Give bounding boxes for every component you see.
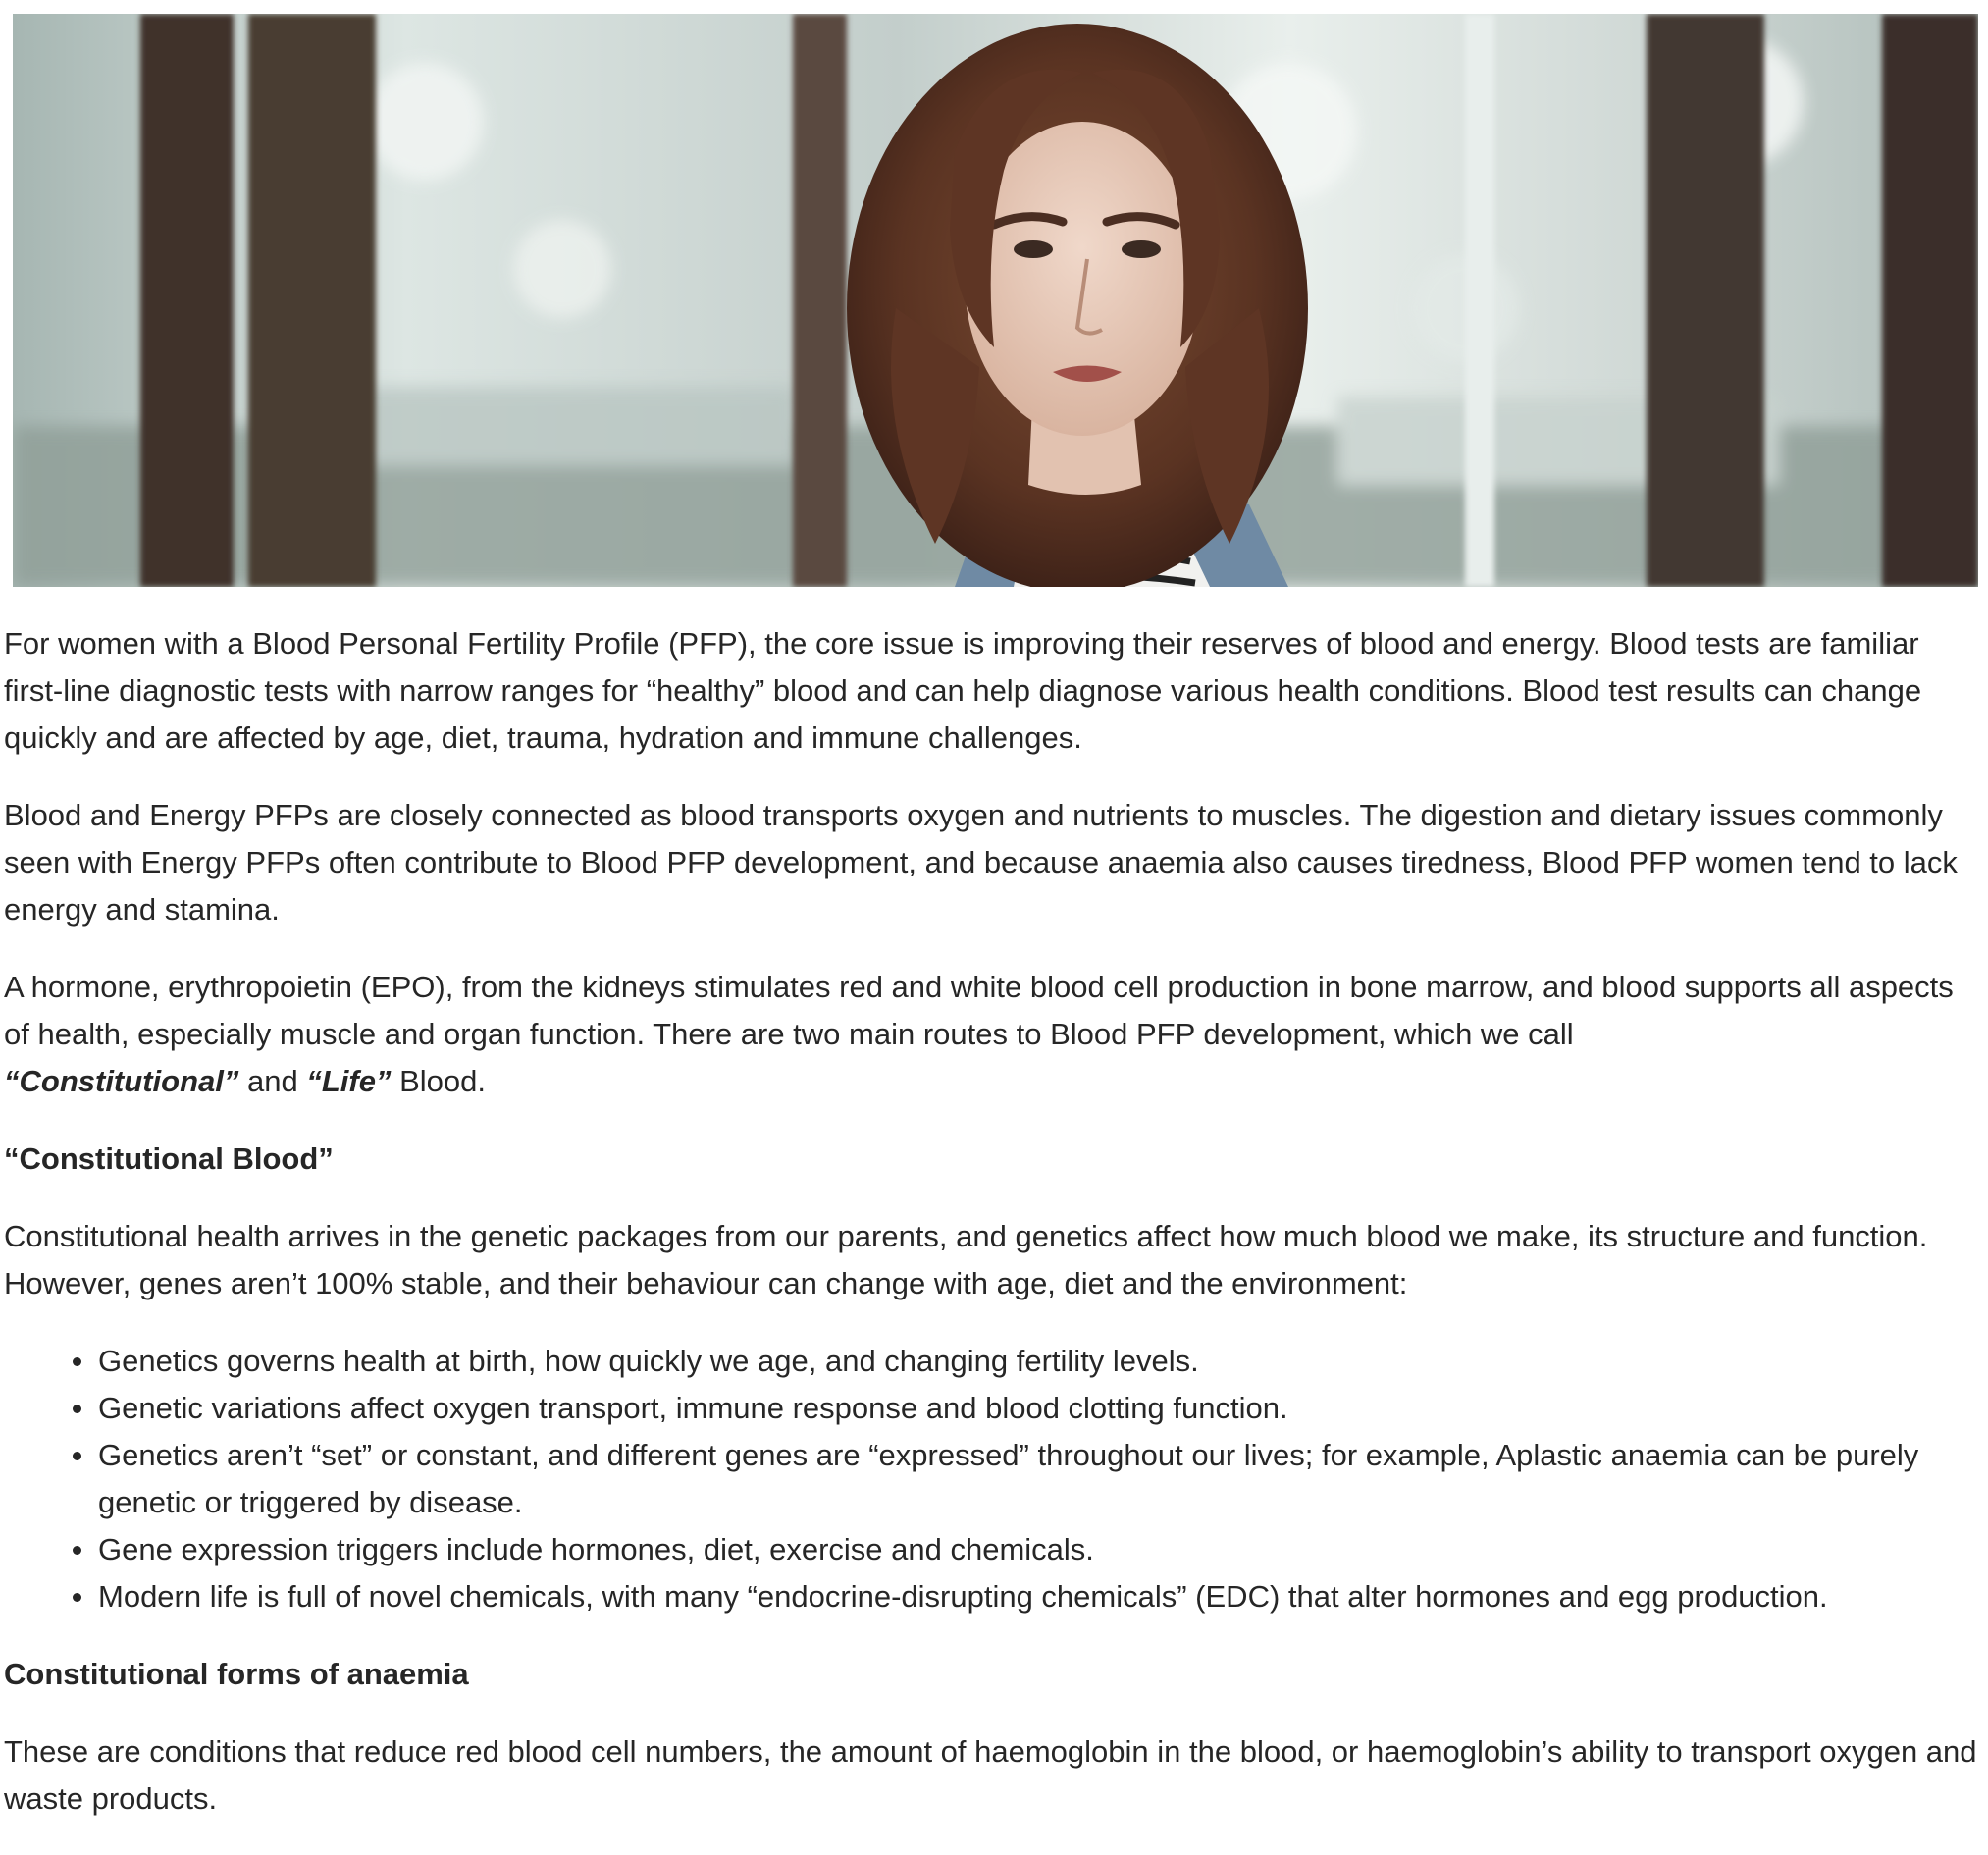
anaemia-forms-heading: Constitutional forms of anaemia: [4, 1657, 469, 1691]
article-body: [4, 620, 1978, 1853]
list-item: Genetics governs health at birth, how quickly we age, and changing fertility levels.: [98, 1338, 1978, 1385]
routes-tail: Blood.: [399, 1064, 486, 1098]
portrait-photo-icon: [13, 14, 1978, 587]
list-item: Genetics aren’t “set” or constant, and different genes are “expressed” throughout our lives; for example, Aplastic anaemia can be purely genetic or triggered by disease.: [98, 1432, 1978, 1526]
energy-paragraph: Blood and Energy PFPs are closely connected as blood transports oxygen and nutrients to muscles. The digestion and dietary issues commonly seen with Energy PFPs often contribute to Blood PFP development, and because anaemia also causes tiredness, Blood PFP women tend to lack energy and stamina.: [4, 798, 1958, 927]
intro-paragraph: For women with a Blood Personal Fertility Profile (PFP), the core issue is improving their reserves of blood and energy. Blood tests are familiar first-line diagnostic tests with narrow ranges for “healthy” blood and can help diagnose various health conditions. Blood test results can change quickly and are affected by age, diet, trauma, hydration and immune challenges.: [4, 626, 1922, 755]
list-item: Genetic variations affect oxygen transport, immune response and blood clotting function.: [98, 1385, 1978, 1432]
term-life: “Life”: [306, 1064, 392, 1098]
routes-text: A hormone, erythropoietin (EPO), from the kidneys stimulates red and white blood cell production in bone marrow, and blood supports all aspects of health, especially muscle and organ function. There are two main routes to Blood PFP development, which we call: [4, 970, 1954, 1051]
list-item: Modern life is full of novel chemicals, with many “endocrine-disrupting chemicals” (EDC) that alter hormones and egg production.: [98, 1573, 1978, 1620]
term-constitutional: “Constitutional”: [4, 1064, 239, 1098]
routes-paragraph: [4, 964, 1978, 1105]
hero-image: [13, 14, 1978, 587]
anaemia-paragraph: These are conditions that reduce red blood cell numbers, the amount of haemoglobin in the blood, or haemoglobin’s ability to transport oxygen and waste products.: [4, 1734, 1977, 1816]
constitutional-blood-heading: “Constitutional Blood”: [4, 1141, 334, 1176]
term-conjunction: and: [246, 1064, 298, 1098]
list-item: Gene expression triggers include hormones, diet, exercise and chemicals.: [98, 1526, 1978, 1573]
constitutional-paragraph: Constitutional health arrives in the genetic packages from our parents, and genetics affect how much blood we make, its structure and function. However, genes aren’t 100% stable, and their behaviour can change with age, diet and the environment:: [4, 1219, 1928, 1300]
genetics-list: [4, 1338, 1978, 1620]
